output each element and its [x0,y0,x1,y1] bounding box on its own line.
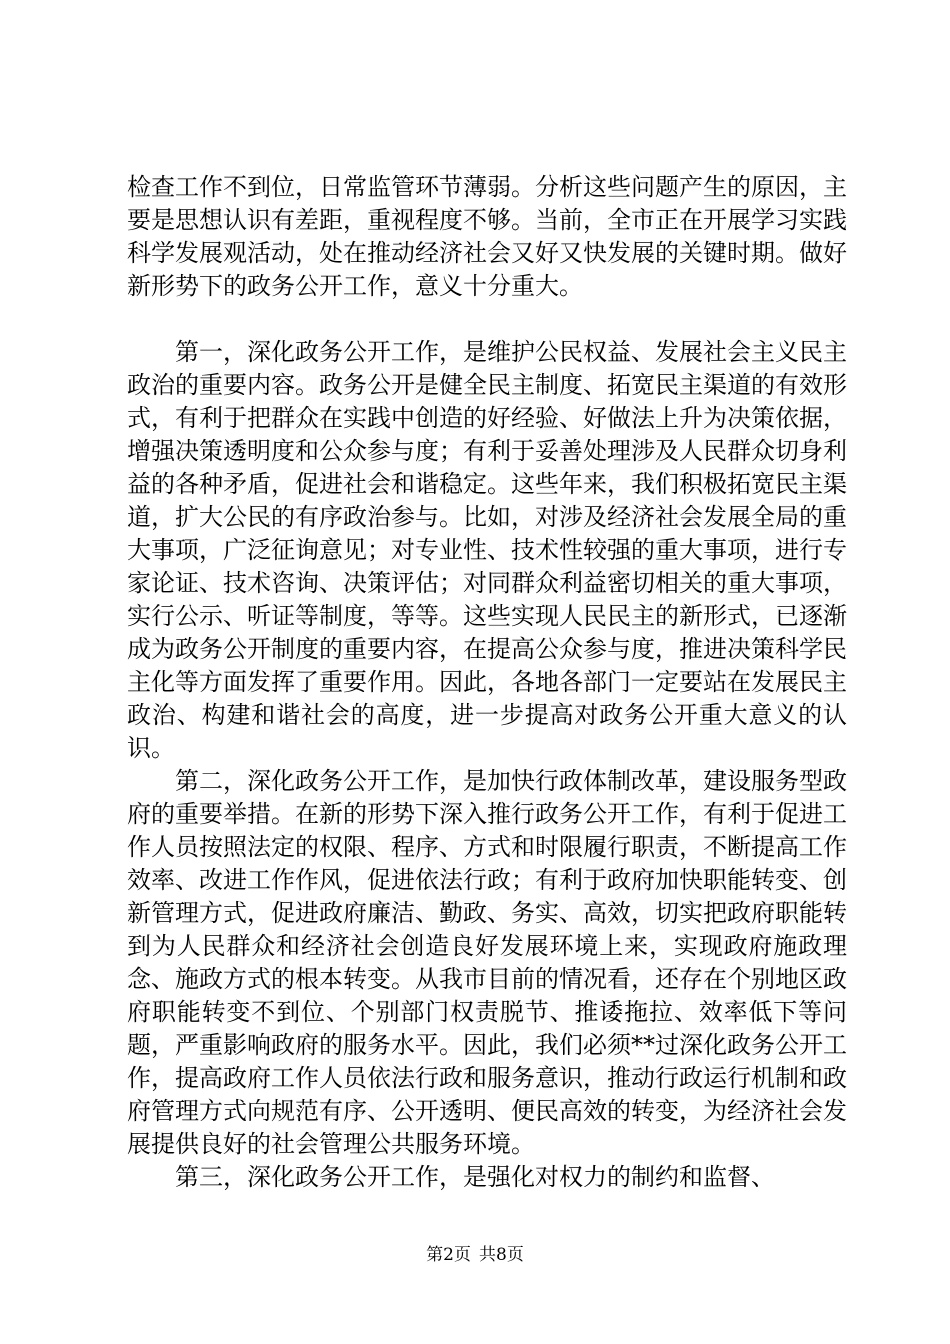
paragraph-continuation: 检查工作不到位，日常监管环节薄弱。分析这些问题产生的原因，主要是思想认识有差距，重视程度不够。当前，全市正在开展学习实践科学发展观活动，处在推动经济社会又好又快发展的关键时期。做好新形势下的政务公开工作，意义十分重大。 [127,173,847,300]
paragraph-first-point: 第一，深化政务公开工作，是维护公民权益、发展社会主义民主政治的重要内容。政务公开是健全民主制度、拓宽民主渠道的有效形式，有利于把群众在实践中创造的好经验、好做法上升为决策依据，增强决策透明度和公众参与度；有利于妥善处理涉及人民群众切身利益的各种矛盾，促进社会和谐稳定。这些年来，我们积极拓宽民主渠道，扩大公民的有序政治参与。比如，对涉及经济社会发展全局的重大事项，广泛征询意见；对专业性、技术性较强的重大事项，进行专家论证、技术咨询、决策评估；对同群众利益密切相关的重大事项，实行公示、听证等制度，等等。这些实现人民民主的新形式，已逐渐成为政务公开制度的重要内容，在提高公众参与度，推进决策科学民主化等方面发挥了重要作用。因此，各地各部门一定要站在发展民主政治、构建和谐社会的高度，进一步提高对政务公开重大意义的认识。 [127,338,847,762]
page-total: 共8页 [479,1245,524,1265]
page-footer [0,1243,950,1267]
paragraph-third-point: 第三，深化政务公开工作，是强化对权力的制约和监督、 [175,1163,775,1191]
document-body [127,171,847,1194]
page-number: 第2页 [426,1245,471,1265]
paragraph-second-point: 第二，深化政务公开工作，是加快行政体制改革，建设服务型政府的重要举措。在新的形势下深入推行政务公开工作，有利于促进工作人员按照法定的权限、程序、方式和时限履行职责，不断提高工作效率、改进工作作风，促进依法行政；有利于政府加快职能转变、创新管理方式，促进政府廉洁、勤政、务实、高效，切实把政府职能转到为人民群众和经济社会创造良好发展环境上来，实现政府施政理念、施政方式的根本转变。从我市目前的情况看，还存在个别地区政府职能转变不到位、个别部门权责脱节、推诿拖拉、效率低下等问题，严重影响政府的服务水平。因此，我们必须**过深化政务公开工作，提高政府工作人员依法行政和服务意识，推动行政运行机制和政府管理方式向规范有序、公开透明、便民高效的转变，为经济社会发展提供良好的社会管理公共服务环境。 [127,767,847,1158]
